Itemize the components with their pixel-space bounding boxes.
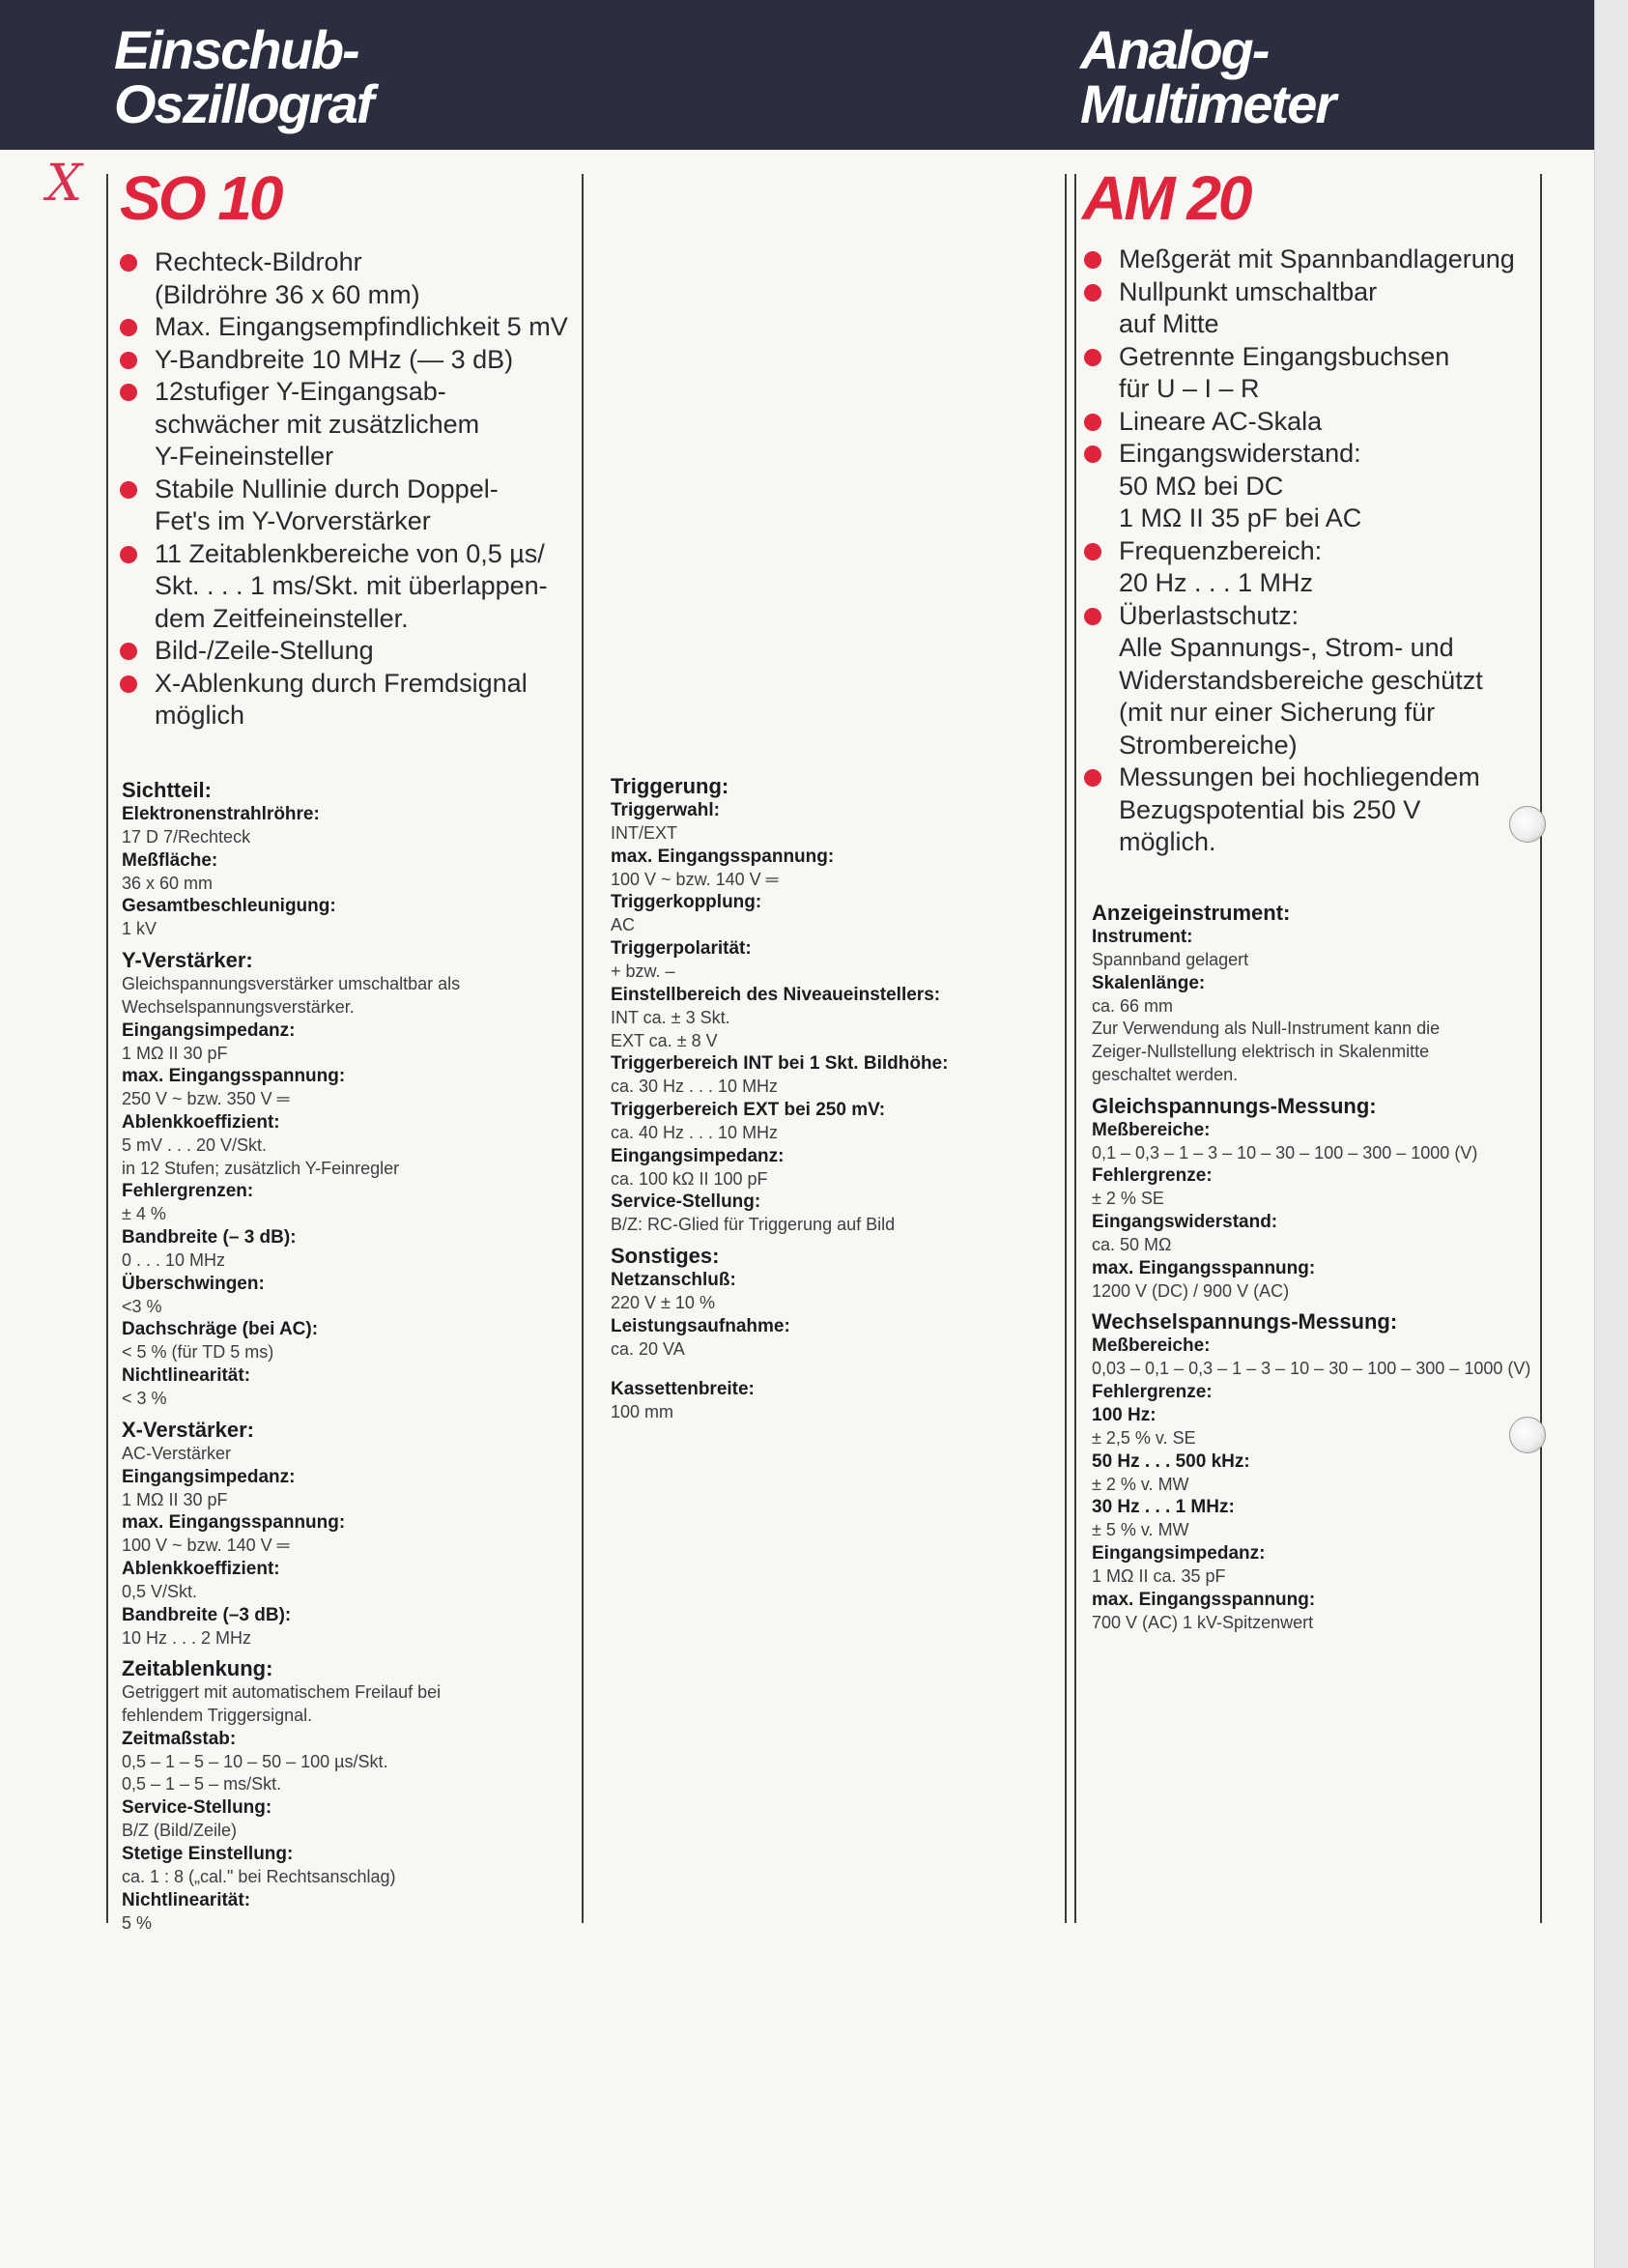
spec-value: 1 MΩ II ca. 35 pF — [1092, 1566, 1226, 1587]
feature-item — [1082, 535, 1546, 600]
spec-value: ca. 50 MΩ — [1092, 1234, 1172, 1254]
feature-item — [1082, 341, 1546, 406]
handwritten-x-mark: X — [46, 155, 83, 213]
spec-value: ± 5 % v. MW — [1092, 1520, 1189, 1540]
feature-item — [1082, 244, 1546, 276]
bullet-dot-icon — [120, 319, 137, 336]
spec-value: Getriggert mit automatischem Freilauf bei fehlendem Triggersignal. — [122, 1682, 442, 1726]
spec-value: ca. 100 kΩ II 100 pF — [611, 1168, 768, 1189]
bullet-dot-icon — [120, 254, 137, 272]
spec-section-heading: Sonstiges: — [611, 1244, 720, 1269]
feature-item — [118, 474, 582, 538]
spec-value: 10 Hz . . . 2 MHz — [122, 1627, 252, 1648]
spec-label: Service-Stellung: — [122, 1797, 272, 1819]
spec-section-heading: Y-Verstärker: — [122, 948, 253, 973]
spec-label: 50 Hz . . . 500 kHz: — [1092, 1450, 1250, 1472]
bullet-dot-icon — [1084, 251, 1101, 269]
bullet-dot-icon — [1084, 284, 1101, 301]
spec-value: 100 mm — [611, 1402, 674, 1422]
spec-label: Netzanschluß: — [611, 1270, 736, 1291]
feature-item — [1082, 438, 1546, 535]
feature-text: Nullpunkt umschaltbar auf Mitte — [1119, 276, 1378, 338]
spec-value: < 5 % (für TD 5 ms) — [122, 1342, 274, 1363]
bullet-dot-icon — [120, 546, 137, 563]
feature-text: 11 Zeitablenkbereiche von 0,5 µs/ Skt. . . . 1 ms/Skt. mit überlappen- dem Zeitfeineinsteller. — [155, 538, 548, 633]
spec-value: 100 V ~ bzw. 140 V ═ — [611, 869, 779, 889]
spec-value: 0,5 V/Skt. — [122, 1581, 198, 1601]
spec-label: max. Eingangsspannung: — [1092, 1257, 1316, 1278]
spec-label: Ablenkkoeffizient: — [122, 1111, 280, 1133]
header-bar — [0, 0, 1594, 150]
spec-label: Bandbreite (– 3 dB): — [122, 1227, 297, 1249]
feature-item — [118, 668, 582, 732]
spec-value: AC — [611, 915, 636, 935]
spec-section-heading: Anzeigeinstrument: — [1092, 901, 1291, 925]
spec-label: Einstellbereich des Niveaueinstellers: — [611, 984, 941, 1005]
spec-value: + bzw. – — [611, 962, 675, 982]
spec-label: Zeitmaßstab: — [122, 1728, 237, 1749]
spec-value: ± 2 % v. MW — [1092, 1474, 1189, 1494]
feature-text: Getrennte Eingangsbuchsen für U – I – R — [1119, 341, 1450, 403]
spec-label: Kassettenbreite: — [611, 1379, 755, 1400]
feature-text: Max. Eingangsempfindlichkeit 5 mV — [155, 312, 568, 341]
spec-value: 100 V ~ bzw. 140 V ═ — [122, 1536, 290, 1556]
bullet-dot-icon — [1084, 414, 1101, 431]
spec-label: Triggerbereich INT bei 1 Skt. Bildhöhe: — [611, 1053, 949, 1075]
spec-value: 0 . . . 10 MHz — [122, 1250, 226, 1271]
bullet-dot-icon — [120, 352, 137, 369]
spec-value: ca. 40 Hz . . . 10 MHz — [611, 1122, 779, 1142]
feature-item — [118, 311, 582, 344]
feature-item — [118, 538, 582, 636]
spec-label: Gesamtbeschleunigung: — [122, 896, 336, 917]
spec-value: 5 % — [122, 1912, 153, 1933]
spec-label: Elektronenstrahlröhre: — [122, 804, 320, 824]
spec-value: ca. 1 : 8 („cal." bei Rechtsanschlag) — [122, 1866, 396, 1886]
bullet-dot-icon — [1084, 349, 1101, 366]
spec-label: Bandbreite (–3 dB): — [122, 1604, 292, 1625]
spec-value: ± 2,5 % v. SE — [1092, 1428, 1196, 1449]
spec-value: <3 % — [122, 1296, 162, 1316]
spec-label: Eingangsimpedanz: — [122, 1019, 296, 1041]
punch-hole-lower — [1509, 1417, 1546, 1453]
so10-specs-left — [122, 771, 566, 1935]
header-title-left — [114, 19, 373, 134]
page-edge — [1594, 0, 1628, 2268]
spec-label: Triggerbereich EXT bei 250 mV: — [611, 1099, 886, 1120]
spec-section-heading: Zeitablenkung: — [122, 1656, 273, 1681]
feature-text: Frequenzbereich: 20 Hz . . . 1 MHz — [1119, 535, 1323, 597]
spec-section-heading: Triggerung: — [611, 774, 729, 798]
spec-label: Eingangsimpedanz: — [1092, 1543, 1266, 1565]
spec-value: Spannband gelagert — [1092, 950, 1249, 969]
spec-label: Fehlergrenzen: — [122, 1181, 254, 1202]
spec-value: Gleichspannungsverstärker umschaltbar als Wechselspannungsverstärker. — [122, 974, 461, 1017]
spec-label: max. Eingangsspannung: — [122, 1512, 346, 1534]
feature-item — [118, 246, 582, 311]
column-divider-middle — [582, 174, 584, 1923]
spec-value: INT ca. ± 3 Skt. EXT ca. ± 8 V — [611, 1007, 730, 1050]
so10-specs-middle — [611, 767, 1036, 1424]
spec-value: 1 MΩ II 30 pF — [122, 1489, 228, 1509]
model-so10: SO 10 — [120, 163, 281, 233]
spec-value: 0,5 – 1 – 5 – 10 – 50 – 100 µs/Skt. 0,5 – 1 – 5 – ms/Skt. — [122, 1751, 388, 1794]
spec-value: 0,03 – 0,1 – 0,3 – 1 – 3 – 10 – 30 – 100 – 300 – 1000 (V) — [1092, 1359, 1531, 1379]
spec-value: 220 V ± 10 % — [611, 1293, 715, 1313]
spec-label: Eingangswiderstand: — [1092, 1211, 1278, 1232]
spec-label: max. Eingangsspannung: — [1092, 1589, 1316, 1610]
spec-label: Meßbereiche: — [1092, 1335, 1211, 1357]
spec-section-heading: Sichtteil: — [122, 778, 212, 802]
bullet-dot-icon — [120, 643, 137, 660]
feature-text: Stabile Nullinie durch Doppel- Fet's im Y-Vorverstärker — [155, 474, 499, 535]
spec-label: Dachschräge (bei AC): — [122, 1319, 319, 1340]
feature-item — [1082, 276, 1546, 341]
spec-label: Ablenkkoeffizient: — [122, 1558, 280, 1579]
bullet-dot-icon — [1084, 608, 1101, 625]
spec-label: Fehlergrenze: — [1092, 1165, 1213, 1187]
spec-label: Triggerwahl: — [611, 800, 720, 820]
spec-value: 1 MΩ II 30 pF — [122, 1043, 228, 1063]
spec-section-heading: Gleichspannungs-Messung: — [1092, 1093, 1377, 1118]
spec-label: Nichtlinearität: — [122, 1365, 251, 1387]
feature-text: Y-Bandbreite 10 MHz (— 3 dB) — [155, 344, 514, 374]
spec-label: max. Eingangsspannung: — [122, 1066, 346, 1087]
am20-feature-list — [1082, 244, 1546, 859]
spec-label: Leistungsaufnahme: — [611, 1315, 790, 1336]
am20-specs — [1092, 894, 1536, 1635]
spec-label: Nichtlinearität: — [122, 1889, 251, 1910]
so10-feature-list — [118, 246, 582, 732]
feature-text: Lineare AC-Skala — [1119, 406, 1323, 436]
spec-label: Meßbereiche: — [1092, 1119, 1211, 1140]
feature-item — [1082, 761, 1546, 859]
header-title-right — [1080, 19, 1335, 134]
spec-value: AC-Verstärker — [122, 1443, 232, 1463]
spec-value: 36 x 60 mm — [122, 873, 214, 893]
spec-label: Triggerpolarität: — [611, 938, 752, 960]
spec-section-heading: X-Verstärker: — [122, 1417, 254, 1442]
spec-label: Eingangsimpedanz: — [122, 1466, 296, 1487]
spec-label: Fehlergrenze: — [1092, 1382, 1213, 1403]
bullet-dot-icon — [1084, 445, 1101, 463]
feature-text: Messungen bei hochliegendem Bezugspotential bis 250 V möglich. — [1119, 762, 1480, 856]
feature-text: X-Ablenkung durch Fremdsignal möglich — [155, 668, 528, 730]
column-divider-left — [106, 174, 108, 1923]
header-title-right-line1: Analog- — [1080, 19, 1269, 80]
spec-label: max. Eingangsspannung: — [611, 846, 835, 867]
bullet-dot-icon — [120, 675, 137, 693]
spec-label: Meßfläche: — [122, 849, 218, 871]
feature-text: Meßgerät mit Spannbandlagerung — [1119, 244, 1515, 273]
column-divider-right — [1065, 174, 1067, 1923]
spec-value: 1 kV — [122, 919, 157, 939]
spec-label: 30 Hz . . . 1 MHz: — [1092, 1497, 1235, 1518]
spec-spacer — [611, 1361, 1036, 1378]
feature-item — [118, 376, 582, 474]
feature-text: Eingangswiderstand: 50 MΩ bei DC 1 MΩ II 35 pF bei AC — [1119, 439, 1362, 532]
spec-label: Instrument: — [1092, 927, 1193, 947]
spec-value: 0,1 – 0,3 – 1 – 3 – 10 – 30 – 100 – 300 – 1000 (V) — [1092, 1142, 1478, 1163]
bullet-dot-icon — [120, 481, 137, 499]
feature-item — [118, 344, 582, 377]
spec-value: INT/EXT — [611, 823, 678, 843]
spec-value: ca. 30 Hz . . . 10 MHz — [611, 1077, 779, 1097]
bullet-dot-icon — [1084, 543, 1101, 560]
spec-value: ± 4 % — [122, 1204, 166, 1224]
header-title-right-line2: Multimeter — [1080, 73, 1335, 134]
feature-text: Überlastschutz: Alle Spannungs-, Strom- und Widerstandsbereiche geschützt (mit nur einer Sicherung für Strombereiche) — [1119, 600, 1483, 760]
spec-value: 5 mV . . . 20 V/Skt. in 12 Stufen; zusätzlich Y-Feinregler — [122, 1134, 400, 1178]
spec-value: 700 V (AC) 1 kV-Spitzenwert — [1092, 1612, 1314, 1632]
header-title-left-line2: Oszillograf — [114, 73, 373, 134]
bullet-dot-icon — [120, 384, 137, 401]
spec-value: B/Z: RC-Glied für Triggerung auf Bild — [611, 1215, 896, 1235]
model-am20: AM 20 — [1082, 163, 1250, 233]
spec-value: ca. 20 VA — [611, 1338, 685, 1359]
feature-item — [118, 635, 582, 668]
spec-label: Eingangsimpedanz: — [611, 1145, 785, 1166]
bullet-dot-icon — [1084, 769, 1101, 787]
spec-value: 1200 V (DC) / 900 V (AC) — [1092, 1280, 1290, 1301]
spec-value: ca. 66 mm Zur Verwendung als Null-Instrument kann die Zeiger-Nullstellung elektrisch in Skalenmitte geschaltet werden. — [1092, 995, 1441, 1084]
spec-value: B/Z (Bild/Zeile) — [122, 1821, 238, 1841]
spec-section-heading: Wechselspannungs-Messung: — [1092, 1309, 1398, 1335]
feature-text: 12stufiger Y-Eingangsab- schwächer mit zusätzlichem Y-Feineinsteller — [155, 377, 480, 471]
spec-label: Stetige Einstellung: — [122, 1843, 294, 1864]
feature-item — [1082, 406, 1546, 439]
spec-value: ± 2 % SE — [1092, 1189, 1164, 1209]
header-title-left-line1: Einschub- — [114, 19, 358, 80]
feature-text: Rechteck-Bildrohr (Bildröhre 36 x 60 mm) — [155, 247, 420, 309]
spec-label: Service-Stellung: — [611, 1191, 761, 1213]
spec-label: Überschwingen: — [122, 1273, 265, 1294]
spec-value: 17 D 7/Rechteck — [122, 827, 251, 847]
feature-item — [1082, 600, 1546, 762]
spec-value: < 3 % — [122, 1389, 167, 1409]
punch-hole-upper — [1509, 806, 1546, 843]
column-divider-right-2 — [1074, 174, 1076, 1923]
spec-value: 250 V ~ bzw. 350 V ═ — [122, 1089, 290, 1109]
spec-label: 100 Hz: — [1092, 1405, 1157, 1426]
feature-text: Bild-/Zeile-Stellung — [155, 636, 374, 665]
spec-label: Skalenlänge: — [1092, 972, 1206, 993]
spec-label: Triggerkopplung: — [611, 892, 762, 913]
